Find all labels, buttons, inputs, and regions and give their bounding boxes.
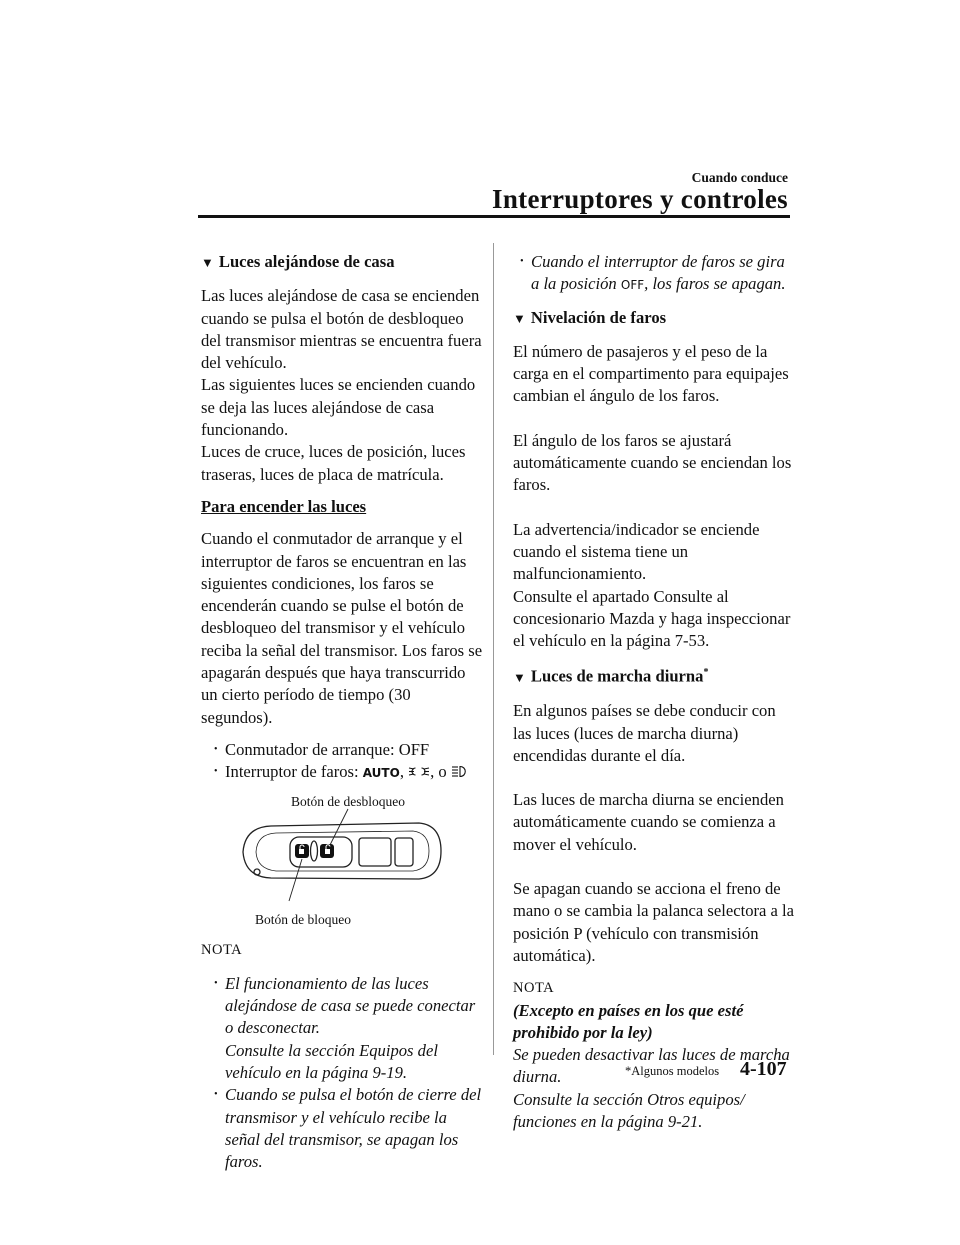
bullet-icon: • [214, 766, 218, 778]
paragraph: Se apagan cuando se acciona el freno de mano o se cambia la palanca selectora a la posición P (vehículo con transmisión automática). [513, 879, 795, 965]
paragraph: Consulte el apartado Consulte al concesionario Mazda y haga inspeccionar el vehículo en la página 7-53. [513, 586, 791, 651]
triangle-down-icon: ▼ [513, 310, 526, 326]
list-item: • Cuando se pulsa el botón de cierre del transmisor y el vehículo recibe la señal del transmisor, se apagan los faros. [214, 1085, 482, 1172]
heading-marcha-diurna: ▼ Luces de marcha diurna* [513, 666, 709, 686]
nota-label: NOTA [201, 941, 243, 958]
paragraph: Luces de cruce, luces de posición, luces traseras, luces de placa de matrícula. [201, 442, 466, 484]
list-item: • Conmutador de arranque: OFF [213, 739, 484, 761]
paragraph: Las luces alejándose de casa se encienden cuando se pulsa el botón de desbloqueo del transmisor mientras se encuentra fuera del vehículo. [201, 286, 482, 373]
paragraph: El número de pasajeros y el peso de la carga en el compartimento para equipajes cambian el ángulo de los faros. [513, 341, 789, 406]
heading-nivelacion: ▼ Nivelación de faros [513, 307, 667, 327]
key-fob-figure [201, 791, 484, 929]
triangle-down-icon: ▼ [513, 669, 526, 685]
unlock-button-icon [320, 844, 334, 858]
bullet-icon: • [214, 1089, 218, 1101]
page-number: 4-107 [740, 1058, 787, 1080]
list-item: • Cuando el interruptor de faros se gira a la posición OFF, los faros se apagan. [520, 252, 786, 294]
list-item: • Interruptor de faros: AUTO, , o [213, 761, 484, 784]
note-text: Consulte la sección Otros equipos/ funciones en la página 9-21. [513, 1089, 745, 1132]
page-title: Interruptores y controles [492, 184, 788, 214]
note-text: Se pueden desactivar las luces de marcha diurna. [513, 1045, 790, 1087]
bullet-icon: • [214, 743, 218, 755]
nota-label: NOTA [513, 980, 555, 997]
heading-luces-alejandose: ▼ Luces alejándose de casa [201, 252, 395, 271]
headlight-icon [451, 765, 469, 778]
left-column [201, 251, 484, 1174]
paragraph: En algunos países se debe conducir con las luces (luces de marcha diurna) encendidas durante el día. [513, 701, 776, 765]
footer-note: *Algunos modelos [625, 1064, 720, 1078]
header-rule [198, 215, 790, 218]
figure-caption-unlock: Botón de desbloqueo [291, 793, 405, 809]
triangle-down-icon: ▼ [201, 255, 214, 270]
figure-caption-lock: Botón de bloqueo [255, 911, 351, 927]
paragraph: El ángulo de los faros se ajustará automáticamente cuando se enciendan los faros. [513, 430, 792, 495]
paragraph: Cuando el conmutador de arranque y el interruptor de faros se encuentran en las siguientes condiciones, los faros se encenderán cuando se pulse el botón de desbloqueo del transmisor y el vehículo reciba la señal del transmisor. Los faros se apagarán después que haya transcurrido un cierto período de tiempo (30 segundos). [201, 529, 483, 727]
lock-button-icon [295, 844, 309, 858]
list-item: • El funcionamiento de las luces alejándose de casa se puede conectar o desconectar. Consulte la sección Equipos del vehículo en la página 9-19. [214, 973, 476, 1083]
right-column [513, 251, 795, 1133]
paragraph: La advertencia/indicador se enciende cuando el sistema tiene un malfuncionamiento. [513, 519, 760, 584]
note-heading: (Excepto en países en los que esté prohibido por la ley) [513, 1000, 744, 1042]
auto-symbol: AUTO [362, 766, 400, 781]
position-lights-icon [408, 765, 430, 778]
bullet-icon: • [520, 256, 524, 267]
bullet-icon: • [214, 977, 218, 989]
subheading-encender: Para encender las luces [201, 496, 367, 516]
paragraph: Las siguientes luces se encienden cuando se deja las luces alejándose de casa funcionando. [201, 375, 476, 440]
paragraph: Las luces de marcha diurna se encienden automáticamente cuando se comienza a mover el vehículo. [513, 790, 784, 854]
column-divider [493, 243, 494, 1055]
section-label: Cuando conduce [691, 170, 788, 185]
off-symbol: OFF [620, 278, 645, 293]
